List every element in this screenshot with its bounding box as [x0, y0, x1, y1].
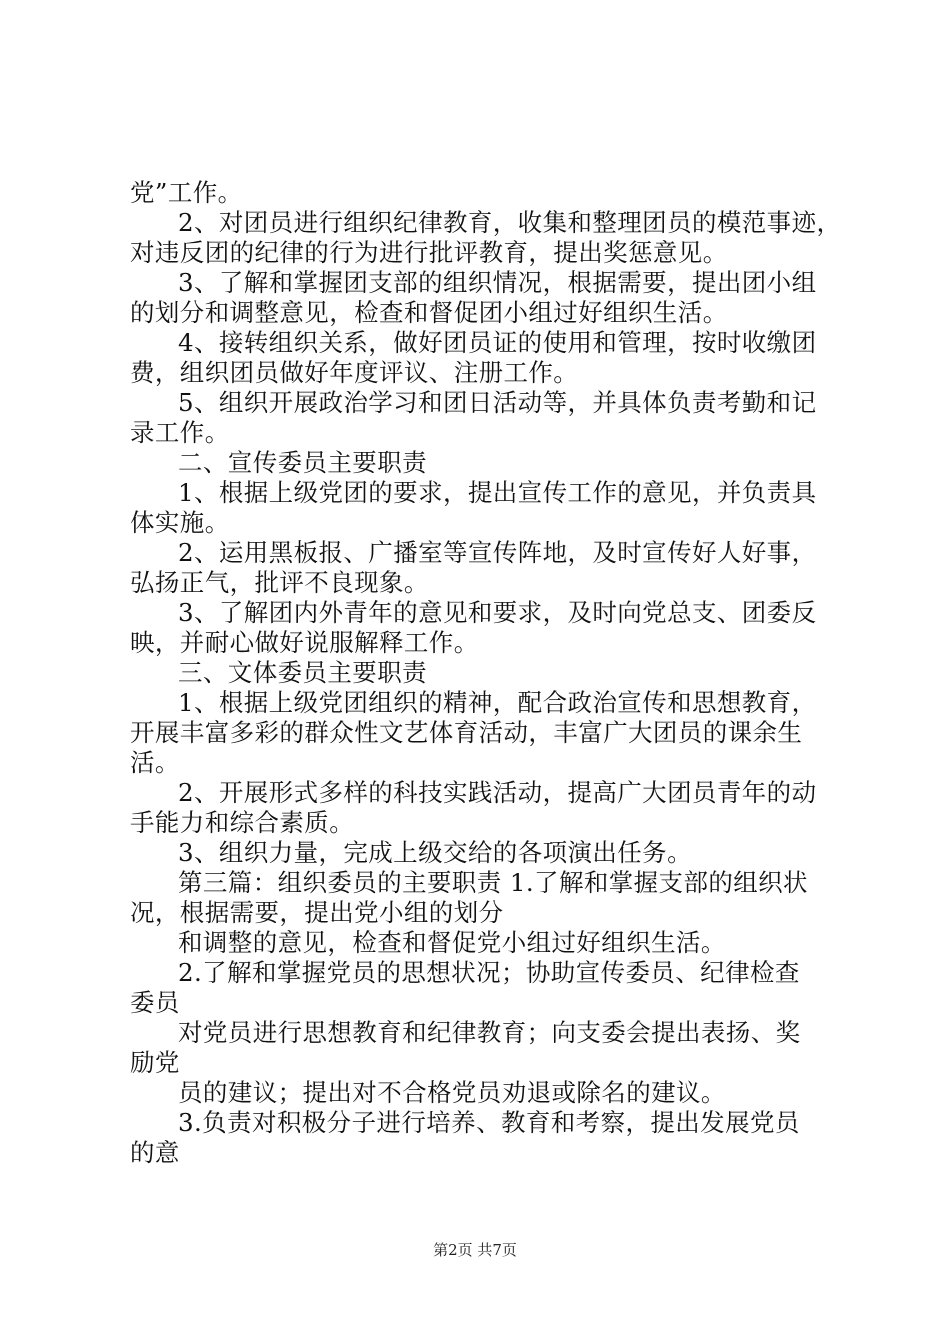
section-heading: 第三篇：组织委员的主要职责 1.了解和掌握支部的组织状 — [178, 868, 808, 897]
text-line: 弘扬正气，批评不良现象。 — [130, 568, 429, 597]
text-line: 励党 — [130, 1048, 180, 1077]
text-line: 党”工作。 — [130, 178, 243, 207]
text-line: 员的建议；提出对不合格党员劝退或除名的建议。 — [178, 1078, 726, 1107]
text-line: 2、对团员进行组织纪律教育，收集和整理团员的模范事迹， — [178, 208, 842, 237]
text-line: 和调整的意见，检查和督促党小组过好组织生活。 — [178, 928, 726, 957]
text-line: 2、开展形式多样的科技实践活动，提高广大团员青年的动 — [178, 778, 817, 807]
text-line: 手能力和综合素质。 — [130, 808, 355, 837]
section-heading: 二、宣传委员主要职责 — [178, 448, 427, 477]
section-heading: 三、文体委员主要职责 — [178, 658, 427, 687]
text-line: 的意 — [130, 1138, 180, 1167]
text-line: 委员 — [130, 988, 180, 1017]
text-line: 的划分和调整意见，检查和督促团小组过好组织生活。 — [130, 298, 728, 327]
text-line: 录工作。 — [130, 418, 230, 447]
text-line: 1、根据上级党团的要求，提出宣传工作的意见，并负责具 — [178, 478, 817, 507]
text-line: 费，组织团员做好年度评议、注册工作。 — [130, 358, 579, 387]
text-line: 2、运用黑板报、广播室等宣传阵地，及时宣传好人好事， — [178, 538, 817, 567]
text-line: 活。 — [130, 748, 180, 777]
page-number-footer: 第2页 共7页 — [433, 1241, 517, 1259]
text-line: 3、了解团内外青年的意见和要求，及时向党总支、团委反 — [178, 598, 817, 627]
text-line: 开展丰富多彩的群众性文艺体育活动，丰富广大团员的课余生 — [130, 718, 803, 747]
text-line: 5、组织开展政治学习和团日活动等，并具体负责考勤和记 — [178, 388, 817, 417]
text-line: 4、接转组织关系，做好团员证的使用和管理，按时收缴团 — [178, 328, 817, 357]
text-line: 1、根据上级党团组织的精神，配合政治宣传和思想教育， — [178, 688, 817, 717]
text-line: 况，根据需要，提出党小组的划分 — [130, 898, 504, 927]
text-line: 3、组织力量，完成上级交给的各项演出任务。 — [178, 838, 692, 867]
text-line: 2.了解和掌握党员的思想状况；协助宣传委员、纪律检查 — [178, 958, 800, 987]
text-line: 对党员进行思想教育和纪律教育；向支委会提出表扬、奖 — [178, 1018, 801, 1047]
text-line: 对违反团的纪律的行为进行批评教育，提出奖惩意见。 — [130, 238, 728, 267]
text-line: 体实施。 — [130, 508, 230, 537]
text-line: 3、了解和掌握团支部的组织情况，根据需要，提出团小组 — [178, 268, 817, 297]
text-line: 映，并耐心做好说服解释工作。 — [130, 628, 479, 657]
text-line: 3.负责对积极分子进行培养、教育和考察，提出发展党员 — [178, 1108, 800, 1137]
